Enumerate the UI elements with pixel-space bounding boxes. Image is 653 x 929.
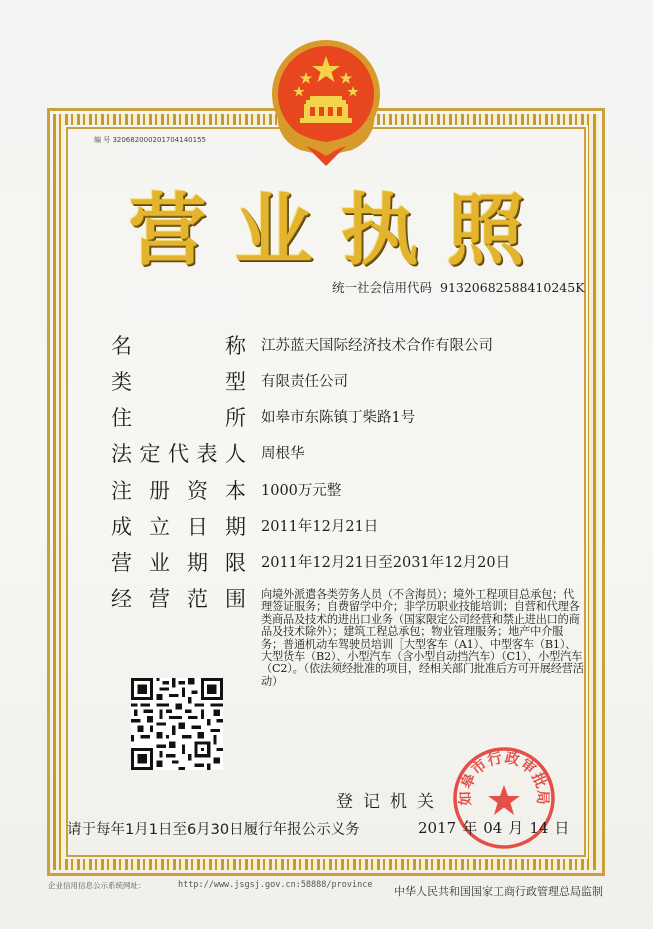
registration-authority: 登记机关 [336, 792, 444, 812]
field-value: 周根华 [261, 446, 305, 462]
page-title: 营业执照 [128, 185, 553, 276]
serial-number: 编 号 320682000201704140155 [94, 136, 206, 144]
field-label: 类 型 [111, 370, 246, 394]
business-scope-text: 向境外派遣各类劳务人员（不含海员）；境外工程项目总承包；代理签证服务；自费留学中介；非学历职业技能培训；自营和代理各类商品及技术的进出口业务（国家限定公司经营和禁止进出口的商品及技术除外）；建筑工程总承包；物业管理服务；地产中介服务；普通机动车驾驶员培训［大型客车（A1）、中型客车（B1）、大型货车（B2）、小型汽车（含小型自动挡汽车）（C1）、小型汽车（C2）。（依法须经批准的项目，经相关部门批准后方可开展经营活动） [261, 588, 584, 688]
credit-code-label: 统一社会信用代码 [332, 280, 433, 295]
issue-date [418, 817, 575, 838]
credit-code-value: 91320682588410245K [440, 280, 585, 295]
field-value: 江苏蓝天国际经济技术合作有限公司 [261, 338, 493, 354]
field-label: 经 营 范 围 [111, 587, 246, 611]
field-label: 住 所 [111, 406, 246, 430]
field-label: 营 业 期 限 [111, 551, 246, 575]
issue-year-unit: 年 [462, 819, 478, 837]
field-value: 如皋市东陈镇丁柴路1号 [261, 410, 416, 426]
footer-supervisor: 中华人民共和国国家工商行政管理总局监制 [394, 885, 603, 898]
field-value: 2011年12月21日 [261, 519, 379, 535]
issue-month: 04 [483, 819, 503, 837]
issue-month-unit: 月 [508, 819, 524, 837]
field-label: 法 定 代 表 人 [111, 442, 246, 466]
footer-system-label: 企业信用信息公示系统网址： [48, 881, 146, 890]
footer-url-link[interactable]: http://www.jsgsj.gov.cn:58888/province [178, 880, 373, 890]
field-value: 1000万元整 [261, 483, 342, 499]
field-value: 有限责任公司 [261, 374, 348, 390]
issue-day: 14 [529, 819, 549, 837]
field-label: 注 册 资 本 [111, 479, 246, 503]
qr-code[interactable] [131, 678, 223, 770]
field-label: 名 称 [111, 334, 246, 358]
annual-report-notice: 请于每年1月1日至6月30日履行年报公示义务 [67, 822, 360, 838]
svg-text:如皋市行政审批局: 如皋市行政审批局 [456, 749, 552, 806]
field-label: 成 立 日 期 [111, 515, 246, 539]
issue-day-unit: 日 [554, 819, 570, 837]
field-value: 2011年12月21日至2031年12月20日 [261, 555, 511, 571]
credit-code [332, 278, 585, 296]
national-emblem-icon [270, 38, 382, 166]
issue-year: 2017 [418, 819, 457, 837]
